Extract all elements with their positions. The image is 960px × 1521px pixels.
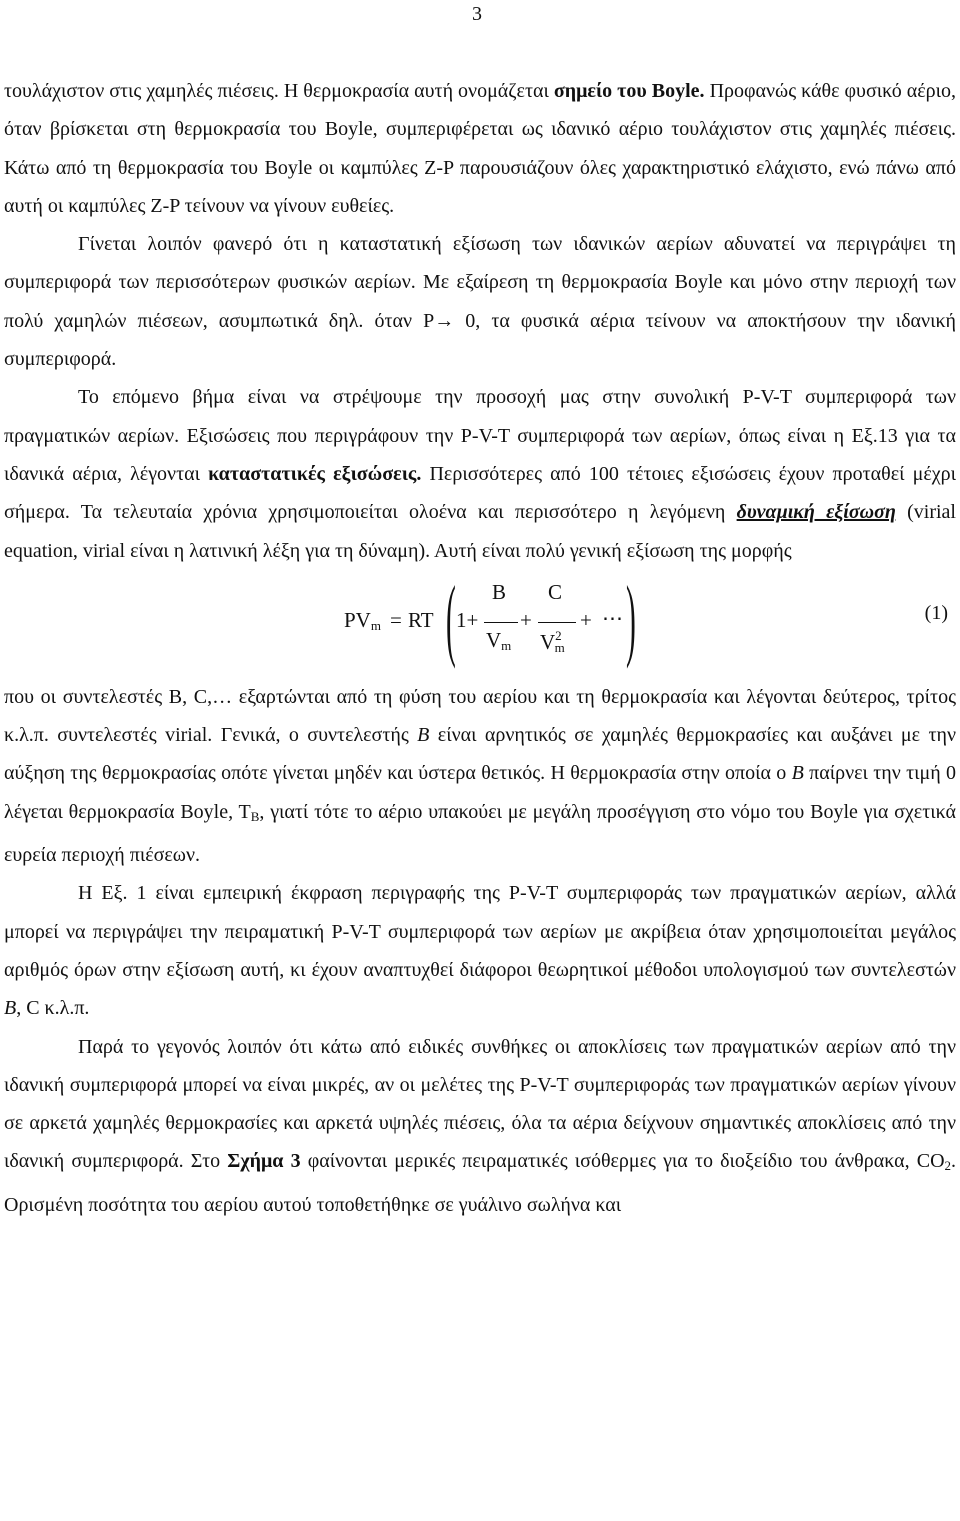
eq-plus: + <box>520 607 532 632</box>
bold-term-equations-of-state: καταστατικές εξισώσεις. <box>208 462 422 485</box>
figure-reference: Σχήμα 3 <box>227 1150 301 1173</box>
frac2-line <box>538 622 576 623</box>
text-run: , C κ.λ.π. <box>16 997 90 1020</box>
text-run: Παρά το γεγονός λοιπόν ότι κάτω από ειδικές συνθήκες οι αποκλίσεις των πραγματικών αερίων από την ιδανική συμπεριφορά μπορεί να είναι μικρές, αν οι μελέτες της P-V-T συμπεριφοράς των πραγματικών αερίων γίνουν σε αρκετά χαμηλές θερμοκρασίες και αρκετά υψηλές πιέσεις, όλα τα αέρια δείχνουν σημαντικές αποκλίσεις από την ιδανική συμπεριφορά. Στο <box>4 1035 956 1173</box>
left-paren: ( <box>446 566 456 669</box>
page-number: 3 <box>472 3 482 25</box>
text-run: Η Εξ. 1 είναι εμπειρική έκφραση περιγραφής της P-V-T συμπεριφοράς των πραγματικών αερίων, αλλά μπορεί να περιγράψει την πειραματική P-V-T συμπεριφορά των αερίων με ακρίβεια όταν χρησιμοποιείται μεγάλος αριθμός όρων στην εξίσωση αυτή, κι έχουν αναπτυχθεί διάφοροι θεωρητικοί μέθοδοι υπολογισμού των συντελεστών <box>4 882 956 981</box>
paragraph-real-gas-deviations <box>4 1028 956 1224</box>
text-run: φαίνονται μερικές πειραματικές ισόθερμες για το διοξείδιο του άνθρακα, CO <box>300 1150 945 1173</box>
frac1-numerator: B <box>492 579 507 604</box>
text-run: παίρνει την τιμή 0 λέγεται θερμοκρασία Boyle, T <box>4 762 957 823</box>
text-run: , γιατί τότε το αέριο υπακούει με μεγάλη προσέγγιση στο νόμο του Boyle για σχετικά ευρεία περιοχή πιέσεων. <box>4 800 957 867</box>
eq-dots: ⋯ <box>602 605 623 630</box>
text-run: Περισσότερες από 100 τέτοιες εξισώσεις έχουν προταθεί μέχρι σήμερα. Τα τελευταία χρόνια χρησιμοποιείται ολοένα και περισσότερο η λεγόμενη <box>4 462 956 524</box>
right-paren: ) <box>626 566 636 669</box>
paragraph-virial-coefficients <box>4 678 956 874</box>
paragraph-equations-of-state <box>4 378 956 569</box>
text-run: που οι συντελεστές B, C,… εξαρτώνται από τη φύση του αερίου και τη θερμοκρασία και λέγονται δεύτερος, τρίτος κ.λ.π. συντελεστές virial. Γενικά, ο συντελεστής <box>4 685 956 747</box>
paragraph-boyle-point <box>4 72 956 225</box>
text-run: Προφανώς κάθε φυσικό αέριο, όταν βρίσκεται στη θερμοκρασία του Boyle, συμπεριφέρεται ως ιδανικό αέριο τουλάχιστον στις χαμηλές πιέσεις. Κάτω από τη θερμοκρασία του Boyle οι καμπύλες Z-P παρουσιάζουν όλες χαρακτηριστικό ελάχιστο, ενώ πάνω από αυτή οι καμπύλες Z-P τείνουν να γίνουν ευθείες. <box>4 80 956 217</box>
paragraph-empirical-expression <box>4 874 956 1027</box>
text-run: είναι αρνητικός σε χαμηλές θερμοκρασίες και αυξάνει με την αύξηση της θερμοκρασίας οπότε γίνεται μηδέν και ύστερα θετικός. Η θερμοκρασία στην οποία ο <box>4 724 956 785</box>
frac2-numerator: C <box>548 579 563 604</box>
paragraph-ideal-gas-limits <box>4 225 956 378</box>
text-run: . Ορισμένη ποσότητα του αερίου αυτού τοποθετήθηκε σε γυάλινο σωλήνα και <box>4 1150 957 1216</box>
subscript-b: B <box>250 808 260 824</box>
italic-symbol-b: B <box>4 997 17 1020</box>
eq-equals: = <box>390 607 402 632</box>
eq-lhs: $PV_m$ <box>344 607 381 633</box>
document-body <box>4 72 956 1224</box>
italic-symbol-b: B <box>417 724 430 747</box>
subscript-2: 2 <box>944 1158 952 1174</box>
text-run: (virial equation, virial είναι η λατινική λέξη για τη δύναμη). Αυτή είναι πολύ γενική εξίσωση της μορφής <box>4 501 956 562</box>
equation-number: (1) <box>924 601 948 624</box>
text-run: τουλάχιστον στις χαμηλές πιέσεις. Η θερμοκρασία αυτή ονομάζεται <box>4 80 554 102</box>
bold-term-boyle-point: σημείο του Boyle. <box>553 80 705 102</box>
virial-equation <box>4 566 956 678</box>
text-run: Το επόμενο βήμα είναι να στρέψουμε την προσοχή μας στην συνολική P-V-T συμπεριφορά των πραγματικών αερίων. Εξισώσεις που περιγράφουν την P-V-T συμπεριφορά των αερίων, όπως είναι η Εξ.13 για τα ιδανικά αέρια, λέγονται <box>4 386 956 485</box>
frac2-denominator: $V^2_m$ <box>540 627 565 655</box>
arrow-symbol: → <box>434 309 455 332</box>
frac1-denominator: $V_m$ <box>486 627 512 653</box>
eq-plus: + <box>580 607 592 632</box>
emphasis-virial-equation: δυναμική εξίσωση <box>736 501 896 524</box>
text-run: 0, τα φυσικά αέρια τείνουν να αποκτήσουν την ιδανική συμπεριφορά. <box>4 309 956 371</box>
frac1-line <box>484 622 518 623</box>
eq-one-plus: 1+ <box>456 607 479 632</box>
eq-rt: RT <box>408 607 434 632</box>
text-run: Γίνεται λοιπόν φανερό ότι η καταστατική εξίσωση των ιδανικών αερίων αδυνατεί να περιγράψει τη συμπεριφορά των περισσότερων φυσικών αερίων. Με εξαίρεση τη θερμοκρασία Boyle και μόνο στην περιοχή των πολύ χαμηλών πιέσεων, ασυμπωτικά δηλ. όταν P <box>4 233 956 332</box>
italic-symbol-b: B <box>791 762 804 785</box>
